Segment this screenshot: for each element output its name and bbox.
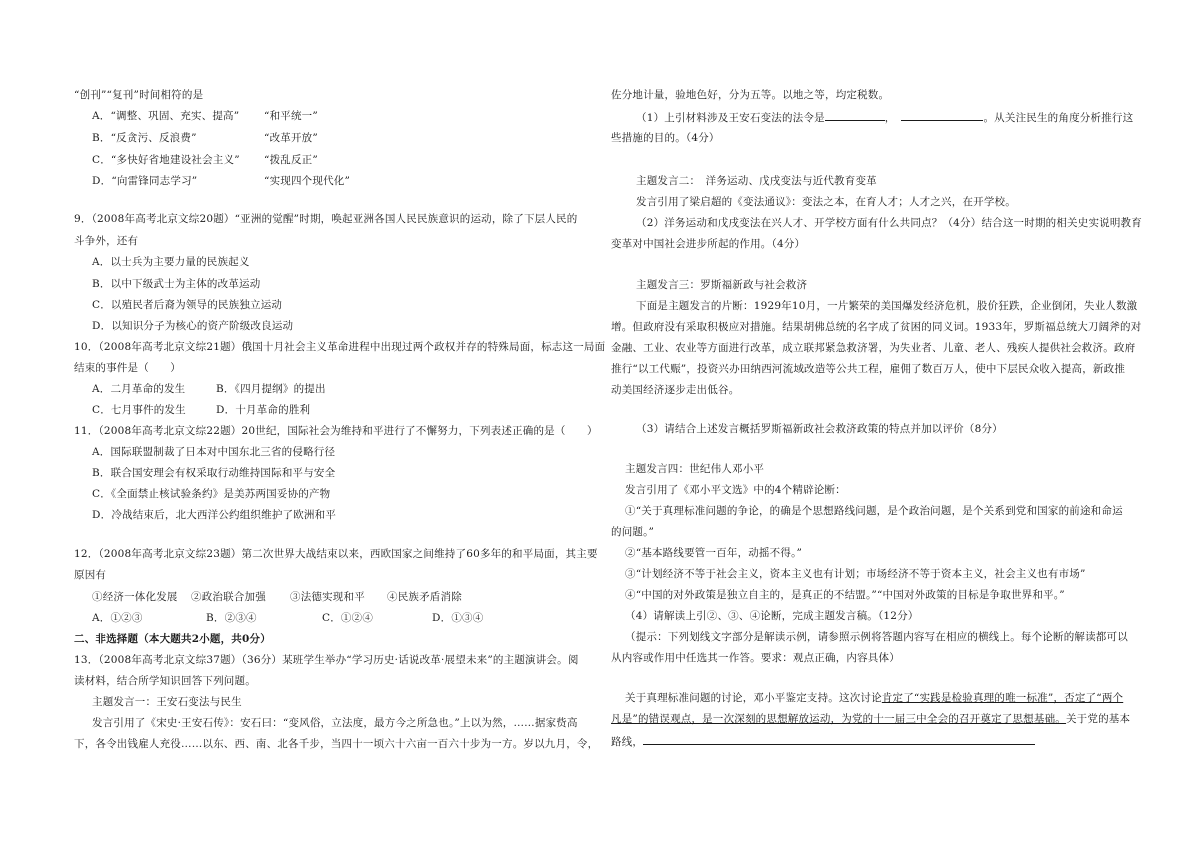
- q8-option-b-left: B．“反贪污、反浪费”: [92, 132, 197, 144]
- q9-option-b: B．以中下级武士为主体的改革运动: [92, 278, 261, 290]
- topic4-title: 主题发言四：世纪伟人邓小平: [625, 463, 765, 475]
- q1-answer-blank-1[interactable]: [825, 109, 885, 121]
- q8-option-b: [92, 131, 318, 145]
- answer-example-tail: 关于党的基本: [1065, 713, 1131, 725]
- topic4-intro: 发言引用了《邓小平文选》中的4个精辟论断：: [625, 484, 846, 496]
- quote2: ②“基本路线要管一百年，动摇不得。”: [625, 547, 803, 559]
- topic2-quote: 发言引用了梁启超的《变法通议》：变法之本，在育人才；人才之兴，在开学校。: [636, 196, 1016, 208]
- q1-line1: [636, 109, 1133, 125]
- q8-option-a-left: A．“调整、巩固、充实、提高”: [92, 110, 240, 122]
- q12-item-1: ①经济一体化发展: [92, 591, 178, 603]
- q1-prompt: （1）上引材料涉及王安石变法的法令是: [636, 112, 825, 124]
- q8-option-a: [92, 109, 318, 123]
- answer-example-underlined-2: 凡是”的错误观点，是一次深刻的思想解放运动，为党的十一届三中全会的召开奠定了思想基础。: [611, 713, 1066, 725]
- q1-line2: 些措施的目的。（4分）: [611, 132, 720, 144]
- q1-separator: ，: [884, 112, 896, 124]
- q12-items-row: [92, 590, 462, 604]
- quote4: ④“中国的对外政策是独立自主的，是真正的不结盟。”“中国对外政策的目标是争取世界和平。”: [625, 589, 1065, 601]
- q10-stem-line2: 结束的事件是（ ）: [74, 362, 181, 374]
- q8-option-d-right: “实现四个现代化”: [264, 175, 351, 187]
- q9-option-c: C．以殖民者后裔为领导的民族独立运动: [92, 299, 283, 311]
- q10-option-d: D．十月革命的胜利: [216, 404, 311, 416]
- q12-option-a: A．①②③: [92, 612, 143, 624]
- answer-example-line1: [625, 691, 1123, 705]
- q11-stem: 11．（2008年高考北京文综22题）20世纪，国际社会为维持和平进行了不懈努力，下列表述正确的是（ ）: [74, 425, 598, 437]
- topic2-title: 主题发言二： 洋务运动、戊戌变法与近代教育变革: [636, 175, 877, 187]
- topic3-paragraph-line5: 动美国经济逐步走出低谷。: [611, 384, 740, 396]
- q1-prompt-tail: 。从关注民生的角度分析推行这: [983, 112, 1134, 124]
- q12-option-d: D．①③④: [432, 612, 484, 624]
- topic3-paragraph-line4: 推行“以工代赈”，投资兴办田纳西河流域改造等公共工程，雇佣了数百万人，使中下层民众收入提高，新政推: [611, 363, 1126, 375]
- q3-prompt: （3）请结合上述发言概括罗斯福新政社会救济政策的特点并加以评价（8分）: [636, 423, 1003, 435]
- q12-stem-line2: 原因有: [74, 569, 107, 581]
- q4-prompt: （4）请解读上引②、③、④论断，完成主题发言稿。（12分）: [625, 610, 919, 622]
- topic3-paragraph-line1: 下面是主题发言的片断：1929年10月，一片繁荣的美国爆发经济危机，股价狂跌，企业倒闭，失业人数激: [636, 300, 1138, 312]
- q10-option-a: A．二月革命的发生: [92, 383, 186, 395]
- q9-stem-line2: 斗争外，还有: [74, 235, 139, 247]
- q10-option-c: C．七月事件的发生: [92, 404, 186, 416]
- answer-line3-label: 路线，: [611, 736, 644, 748]
- topic3-paragraph-line2: 增。但政府没有采取积极应对措施。结果胡佛总统的名字成了贫困的同义词。1933年，罗斯福总统大刀阔斧的对: [611, 321, 1142, 333]
- q12-option-b: B．②③④: [206, 612, 257, 624]
- q8-option-c-right: “拨乱反正”: [264, 154, 318, 166]
- quote1-line1: ①“关于真理标准问题的争论，的确是个思想路线问题，是个政治问题，是个关系到党和国家的前途和命运: [625, 505, 1123, 517]
- topic1-paragraph-line1: 发言引用了《宋史·王安石传》：安石曰：“变风俗，立法度，最方今之所急也。”上以为然，……据家赀高: [92, 717, 578, 729]
- q10-option-b: B．《四月提纲》的提出: [216, 383, 326, 395]
- q2-line2: 变革对中国社会进步所起的作用。（4分）: [611, 238, 806, 250]
- q9-stem-line1: 9．（2008年高考北京文综20题）“亚洲的觉醒”时期，唤起亚洲各国人民民族意识的运动，除了下层人民的: [74, 213, 578, 225]
- topic1-title: 主题发言一：王安石变法与民生: [92, 696, 242, 708]
- answer-example-intro: 关于真理标准问题的讨论，邓小平鉴定支持。这次讨论: [625, 692, 882, 704]
- q12-stem-line1: 12．（2008年高考北京文综23题）第二次世界大战结束以来，西欧国家之间维持了60多年的和平局面，其主要: [74, 548, 598, 560]
- topic1-paragraph-line2: 下，各令出钱雇人充役……以东、西、南、北各千步，当四十一顷六十六亩一百六十步为一方。岁以九月，令，: [74, 738, 599, 750]
- q8-stem-tail: “创刊”“复刊”时间相符的是: [74, 89, 204, 101]
- q8-option-b-right: “改革开放”: [264, 132, 318, 144]
- q8-option-d: [92, 174, 350, 188]
- q11-option-a: A．国际联盟制裁了日本对中国东北三省的侵略行径: [92, 446, 336, 458]
- q12-item-3: ③法德实现和平: [290, 591, 365, 603]
- q10-option-row2: [92, 403, 310, 417]
- answer-blank-basic-line[interactable]: [643, 733, 1035, 745]
- answer-example-underlined-1: 肯定了“实践是检验真理的唯一标准”，否定了“两个: [881, 692, 1124, 704]
- q10-stem-line1: 10．（2008年高考北京文综21题）俄国十月社会主义革命进程中出现过两个政权并存的特殊局面，标志这一局面: [74, 341, 606, 353]
- q9-option-d: D．以知识分子为核心的资产阶级改良运动: [92, 320, 294, 332]
- q8-option-a-right: “和平统一”: [264, 110, 318, 122]
- q12-item-2: ②政治联合加强: [191, 591, 266, 603]
- q12-option-c: C．①②④: [322, 612, 374, 624]
- answer-line3: [611, 733, 1035, 749]
- q8-option-c: [92, 153, 318, 167]
- q12-options-row: [92, 611, 483, 625]
- quote3: ③“计划经济不等于社会主义，资本主义也有计划；市场经济不等于资本主义，社会主义也有市场”: [625, 568, 1086, 580]
- topic3-paragraph-line3: 金融、工业、农业等方面进行改革，成立联邦紧急救济署，为失业者、儿童、老人、残疾人提供社会救济。政府: [611, 342, 1136, 354]
- answer-example-line2: [611, 712, 1130, 726]
- hint-line1: （提示：下列划线文字部分是解读示例，请参照示例将答题内容写在相应的横线上。每个论断的解读都可以: [625, 631, 1128, 643]
- hint-line2: 从内容或作用中任选其一作答。要求：观点正确，内容具体）: [611, 652, 900, 664]
- q8-option-d-left: D．“向雷锋同志学习”: [92, 175, 198, 187]
- q8-option-c-left: C．“多快好省地建设社会主义”: [92, 154, 240, 166]
- q9-option-a: A．以士兵为主要力量的民族起义: [92, 256, 250, 268]
- q13-stem-line2: 读材料，结合所学知识回答下列问题。: [74, 675, 256, 687]
- q13-stem-line1: 13．（2008年高考北京文综37题）（36分）某班学生举办“学习历史·话说改革·展望未来”的主题演讲会。阅: [74, 654, 579, 666]
- section2-title: 二、非选择题（本大题共2小题，共0分）: [74, 633, 271, 645]
- topic1-paragraph-line3: 佐分地计量，验地色好，分为五等。以地之等，均定税数。: [611, 89, 890, 101]
- q2-line1: （2）洋务运动和戊戌变法在兴人才、开学校方面有什么共同点？（4分）结合这一时期的相关史实说明教育: [636, 217, 1142, 229]
- q12-item-4: ④民族矛盾消除: [387, 591, 462, 603]
- quote1-line2: 的问题。”: [611, 526, 655, 538]
- q1-answer-blank-2[interactable]: [901, 109, 983, 121]
- q10-option-row1: [92, 382, 326, 396]
- topic3-title: 主题发言三：罗斯福新政与社会救济: [636, 279, 808, 291]
- q11-option-c: C．《全面禁止核试验条约》是美苏两国妥协的产物: [92, 488, 331, 500]
- q11-option-b: B．联合国安理会有权采取行动维持国际和平与安全: [92, 467, 336, 479]
- q11-option-d: D．冷战结束后，北大西洋公约组织维护了欧洲和平: [92, 509, 337, 521]
